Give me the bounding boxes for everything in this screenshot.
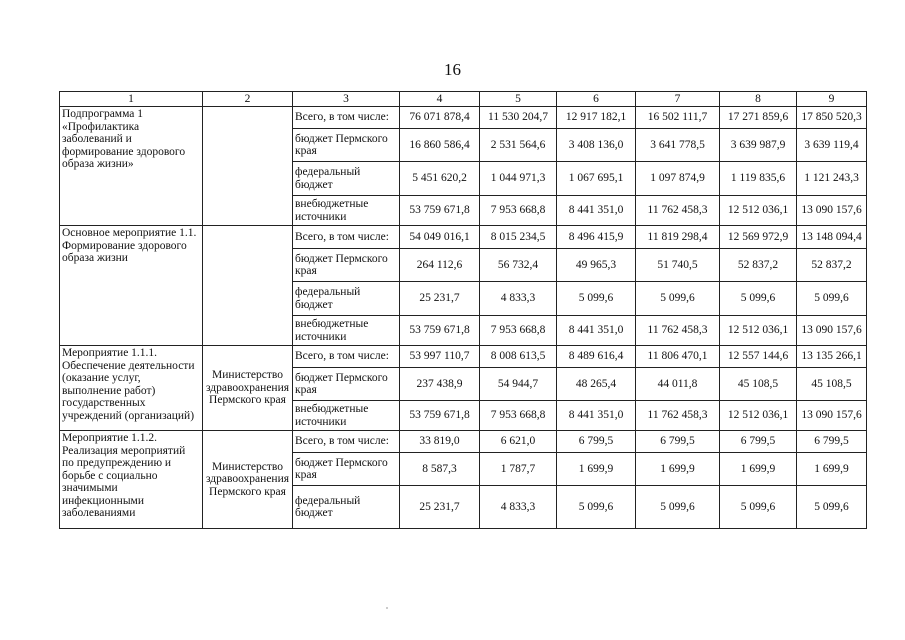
funding-source-cell: внебюджетные источники: [293, 316, 400, 346]
table-row: [60, 107, 867, 129]
amount-cell: 76 071 878,4: [400, 107, 480, 129]
column-header: 6: [557, 92, 636, 107]
amount-cell: 1 699,9: [636, 453, 720, 486]
amount-cell: 1 699,9: [797, 453, 867, 486]
funding-source-cell: бюджет Пермского края: [293, 129, 400, 162]
funding-source-cell: бюджет Пермского края: [293, 453, 400, 486]
amount-cell: 25 231,7: [400, 282, 480, 316]
amount-cell: 1 121 243,3: [797, 162, 867, 196]
amount-cell: 6 621,0: [480, 431, 557, 453]
amount-cell: 16 860 586,4: [400, 129, 480, 162]
amount-cell: 8 489 616,4: [557, 346, 636, 368]
amount-cell: 8 496 415,9: [557, 226, 636, 249]
activity-name-cell: Мероприятие 1.1.2. Реализация мероприятий по предупреждению и борьбе с социально значимыми инфекционными заболеваниями: [60, 431, 203, 529]
funding-source-cell: внебюджетные источники: [293, 196, 400, 226]
amount-cell: 49 965,3: [557, 249, 636, 282]
amount-cell: 12 557 144,6: [720, 346, 797, 368]
amount-cell: 51 740,5: [636, 249, 720, 282]
amount-cell: 12 917 182,1: [557, 107, 636, 129]
funding-source-cell: федеральный бюджет: [293, 486, 400, 529]
column-header: 7: [636, 92, 720, 107]
funding-source-cell: федеральный бюджет: [293, 282, 400, 316]
amount-cell: 5 099,6: [636, 486, 720, 529]
amount-cell: 4 833,3: [480, 282, 557, 316]
column-header: 8: [720, 92, 797, 107]
amount-cell: 11 762 458,3: [636, 196, 720, 226]
amount-cell: 5 099,6: [797, 486, 867, 529]
amount-cell: 5 099,6: [636, 282, 720, 316]
amount-cell: 5 099,6: [720, 486, 797, 529]
amount-cell: 6 799,5: [720, 431, 797, 453]
activity-name-cell: Мероприятие 1.1.1. Обеспечение деятельности (оказание услуг, выполнение работ) государственных учреждений (организаций): [60, 346, 203, 431]
funding-source-cell: федеральный бюджет: [293, 162, 400, 196]
amount-cell: 48 265,4: [557, 368, 636, 401]
amount-cell: 1 787,7: [480, 453, 557, 486]
amount-cell: 8 441 351,0: [557, 316, 636, 346]
amount-cell: 8 008 613,5: [480, 346, 557, 368]
column-header: 1: [60, 92, 203, 107]
amount-cell: 5 099,6: [720, 282, 797, 316]
amount-cell: 7 953 668,8: [480, 316, 557, 346]
scan-speck: [386, 607, 388, 609]
executor-cell: Министерство здравоохранения Пермского края: [203, 346, 293, 431]
funding-source-cell: Всего, в том числе:: [293, 346, 400, 368]
amount-cell: 53 759 671,8: [400, 401, 480, 431]
amount-cell: 54 944,7: [480, 368, 557, 401]
amount-cell: 1 097 874,9: [636, 162, 720, 196]
amount-cell: 53 759 671,8: [400, 196, 480, 226]
amount-cell: 44 011,8: [636, 368, 720, 401]
amount-cell: 13 135 266,1: [797, 346, 867, 368]
amount-cell: 237 438,9: [400, 368, 480, 401]
amount-cell: 11 530 204,7: [480, 107, 557, 129]
amount-cell: 7 953 668,8: [480, 401, 557, 431]
amount-cell: 5 451 620,2: [400, 162, 480, 196]
amount-cell: 52 837,2: [797, 249, 867, 282]
amount-cell: 17 850 520,3: [797, 107, 867, 129]
column-header: 2: [203, 92, 293, 107]
amount-cell: 16 502 111,7: [636, 107, 720, 129]
amount-cell: 5 099,6: [797, 282, 867, 316]
amount-cell: 11 819 298,4: [636, 226, 720, 249]
amount-cell: 7 953 668,8: [480, 196, 557, 226]
amount-cell: 3 639 987,9: [720, 129, 797, 162]
column-header: 9: [797, 92, 867, 107]
funding-source-cell: Всего, в том числе:: [293, 431, 400, 453]
amount-cell: 54 049 016,1: [400, 226, 480, 249]
activity-name-cell: Основное мероприятие 1.1. Формирование здорового образа жизни: [60, 226, 203, 346]
funding-source-cell: бюджет Пермского края: [293, 368, 400, 401]
amount-cell: 52 837,2: [720, 249, 797, 282]
funding-source-cell: внебюджетные источники: [293, 401, 400, 431]
amount-cell: 6 799,5: [636, 431, 720, 453]
amount-cell: 25 231,7: [400, 486, 480, 529]
amount-cell: 56 732,4: [480, 249, 557, 282]
amount-cell: 12 569 972,9: [720, 226, 797, 249]
column-header: 5: [480, 92, 557, 107]
amount-cell: 12 512 036,1: [720, 401, 797, 431]
amount-cell: 53 997 110,7: [400, 346, 480, 368]
amount-cell: 264 112,6: [400, 249, 480, 282]
table-row: [60, 346, 867, 368]
amount-cell: 53 759 671,8: [400, 316, 480, 346]
amount-cell: 13 090 157,6: [797, 316, 867, 346]
executor-cell: [203, 226, 293, 346]
executor-cell: Министерство здравоохранения Пермского края: [203, 431, 293, 529]
column-header: 3: [293, 92, 400, 107]
amount-cell: 3 641 778,5: [636, 129, 720, 162]
amount-cell: 5 099,6: [557, 486, 636, 529]
column-header: 4: [400, 92, 480, 107]
amount-cell: 1 044 971,3: [480, 162, 557, 196]
amount-cell: 3 639 119,4: [797, 129, 867, 162]
amount-cell: 12 512 036,1: [720, 196, 797, 226]
amount-cell: 11 806 470,1: [636, 346, 720, 368]
amount-cell: 12 512 036,1: [720, 316, 797, 346]
budget-table: [59, 91, 867, 529]
amount-cell: 1 067 695,1: [557, 162, 636, 196]
table-row: [60, 226, 867, 249]
amount-cell: 8 441 351,0: [557, 401, 636, 431]
amount-cell: 8 587,3: [400, 453, 480, 486]
executor-cell: [203, 107, 293, 226]
amount-cell: 45 108,5: [797, 368, 867, 401]
amount-cell: 1 699,9: [720, 453, 797, 486]
amount-cell: 8 441 351,0: [557, 196, 636, 226]
amount-cell: 45 108,5: [720, 368, 797, 401]
funding-source-cell: Всего, в том числе:: [293, 107, 400, 129]
funding-source-cell: бюджет Пермского края: [293, 249, 400, 282]
page-number: 16: [444, 60, 461, 79]
amount-cell: 1 119 835,6: [720, 162, 797, 196]
funding-source-cell: Всего, в том числе:: [293, 226, 400, 249]
amount-cell: 11 762 458,3: [636, 401, 720, 431]
amount-cell: 4 833,3: [480, 486, 557, 529]
amount-cell: 33 819,0: [400, 431, 480, 453]
table-header-row: [60, 92, 867, 107]
table-row: [60, 431, 867, 453]
amount-cell: 8 015 234,5: [480, 226, 557, 249]
amount-cell: 17 271 859,6: [720, 107, 797, 129]
amount-cell: 6 799,5: [557, 431, 636, 453]
amount-cell: 13 090 157,6: [797, 196, 867, 226]
amount-cell: 11 762 458,3: [636, 316, 720, 346]
amount-cell: 2 531 564,6: [480, 129, 557, 162]
amount-cell: 13 090 157,6: [797, 401, 867, 431]
amount-cell: 5 099,6: [557, 282, 636, 316]
amount-cell: 13 148 094,4: [797, 226, 867, 249]
amount-cell: 3 408 136,0: [557, 129, 636, 162]
activity-name-cell: Подпрограмма 1 «Профилактика заболеваний и формирование здорового образа жизни»: [60, 107, 203, 226]
amount-cell: 1 699,9: [557, 453, 636, 486]
amount-cell: 6 799,5: [797, 431, 867, 453]
